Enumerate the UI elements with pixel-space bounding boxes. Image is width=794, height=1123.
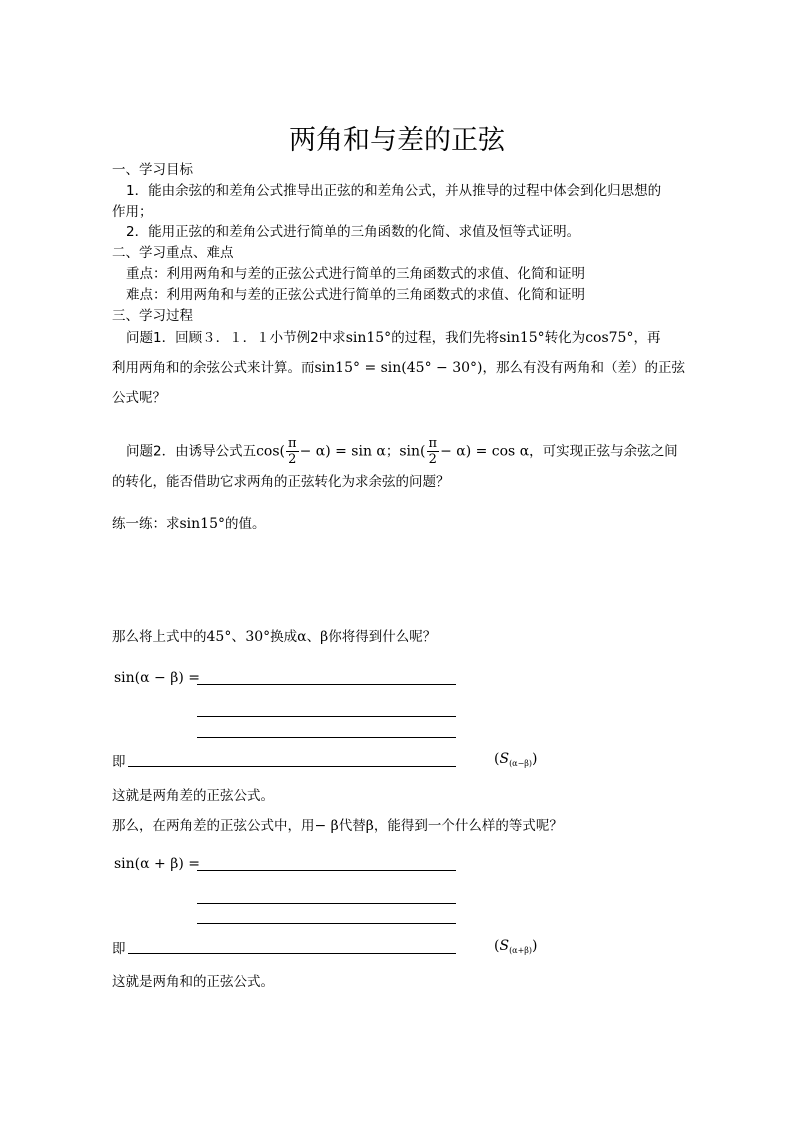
section-heading-key-points: 二、学习重点、难点 — [112, 245, 234, 261]
question-2-line-1: 问题2．由诱导公式五cos( $\frac{\pi}{2}$ − α) = sin α；sin( $\frac{\pi}{2}$ − α) = cos α，可实现正弦与余弦之间 — [126, 436, 678, 467]
answer-blank-sum-final[interactable] — [128, 953, 456, 954]
formula-label-s-sum: $(S_{(\alpha+\beta)})$ — [494, 938, 538, 955]
practice-prompt: 练一练：求sin15°的值。 — [112, 516, 266, 532]
fraction-pi-over-2: $\frac{\pi}{2}$ — [288, 436, 297, 467]
ji-label: 即 — [112, 754, 126, 770]
answer-blank-diff-2[interactable] — [197, 716, 456, 717]
math-sin15: sin15° — [499, 330, 545, 346]
question-1-line-3: 公式呢？ — [112, 390, 166, 406]
formula-sin-sum-lhs: sin(α + β) = — [114, 856, 200, 872]
question-2-line-2: 的转化，能否借助它求两角的正弦转化为求余弦的问题？ — [112, 474, 450, 490]
sum-formula-note: 这就是两角和的正弦公式。 — [112, 974, 274, 990]
answer-blank-sum-2[interactable] — [197, 903, 456, 904]
math-sin15: sin15° — [345, 330, 392, 346]
key-point: 重点：利用两角和与差的正弦公式进行简单的三角函数式的求值、化简和证明 — [126, 266, 585, 282]
question-1-line-1: 问题1．回顾３．１．１小节例2中求sin15°的过程，我们先将sin15°转化为cos75°，再 — [126, 330, 661, 346]
substitute-prompt: 那么，在两角差的正弦公式中，用− β代替β，能得到一个什么样的等式呢？ — [112, 818, 563, 834]
section-heading-objectives: 一、学习目标 — [112, 162, 193, 178]
objective-2: 2．能用正弦的和差角公式进行简单的三角函数的化简、求值及恒等式证明。 — [126, 224, 581, 240]
formula-sin-diff-lhs: sin(α − β) = — [114, 670, 200, 686]
answer-blank-sum-3[interactable] — [197, 923, 456, 924]
answer-blank-diff-3[interactable] — [197, 737, 456, 738]
formula-label-s-diff: $(S_{(\alpha-\beta)})$ — [494, 751, 538, 768]
objective-1-line-2: 作用； — [112, 204, 153, 220]
answer-blank-sum-1[interactable] — [197, 870, 456, 871]
difficulty-point: 难点：利用两角和与差的正弦公式进行简单的三角函数式的求值、化简和证明 — [126, 287, 585, 303]
diff-formula-note: 这就是两角差的正弦公式。 — [112, 788, 274, 804]
answer-blank-diff-final[interactable] — [128, 766, 456, 767]
fraction-pi-over-2: $\frac{\pi}{2}$ — [428, 436, 438, 467]
question-1-line-2: 利用两角和的余弦公式来计算。而sin15° = sin(45° − 30°)，那么有没有两角和（差）的正弦 — [112, 360, 685, 376]
math-sin15-expansion: sin15° = sin(45° − 30°) — [314, 360, 483, 376]
section-heading-process: 三、学习过程 — [112, 308, 193, 324]
ji-label: 即 — [112, 941, 126, 957]
replace-prompt: 那么将上式中的45°、30°换成α、β你将得到什么呢？ — [112, 629, 437, 645]
objective-1-line-1: 1．能由余弦的和差角公式推导出正弦的和差角公式，并从推导的过程中体会到化归思想的 — [126, 183, 662, 199]
math-cos75: cos75° — [585, 330, 634, 346]
answer-blank-diff-1[interactable] — [197, 684, 456, 685]
page-title: 两角和与差的正弦 — [289, 125, 505, 156]
